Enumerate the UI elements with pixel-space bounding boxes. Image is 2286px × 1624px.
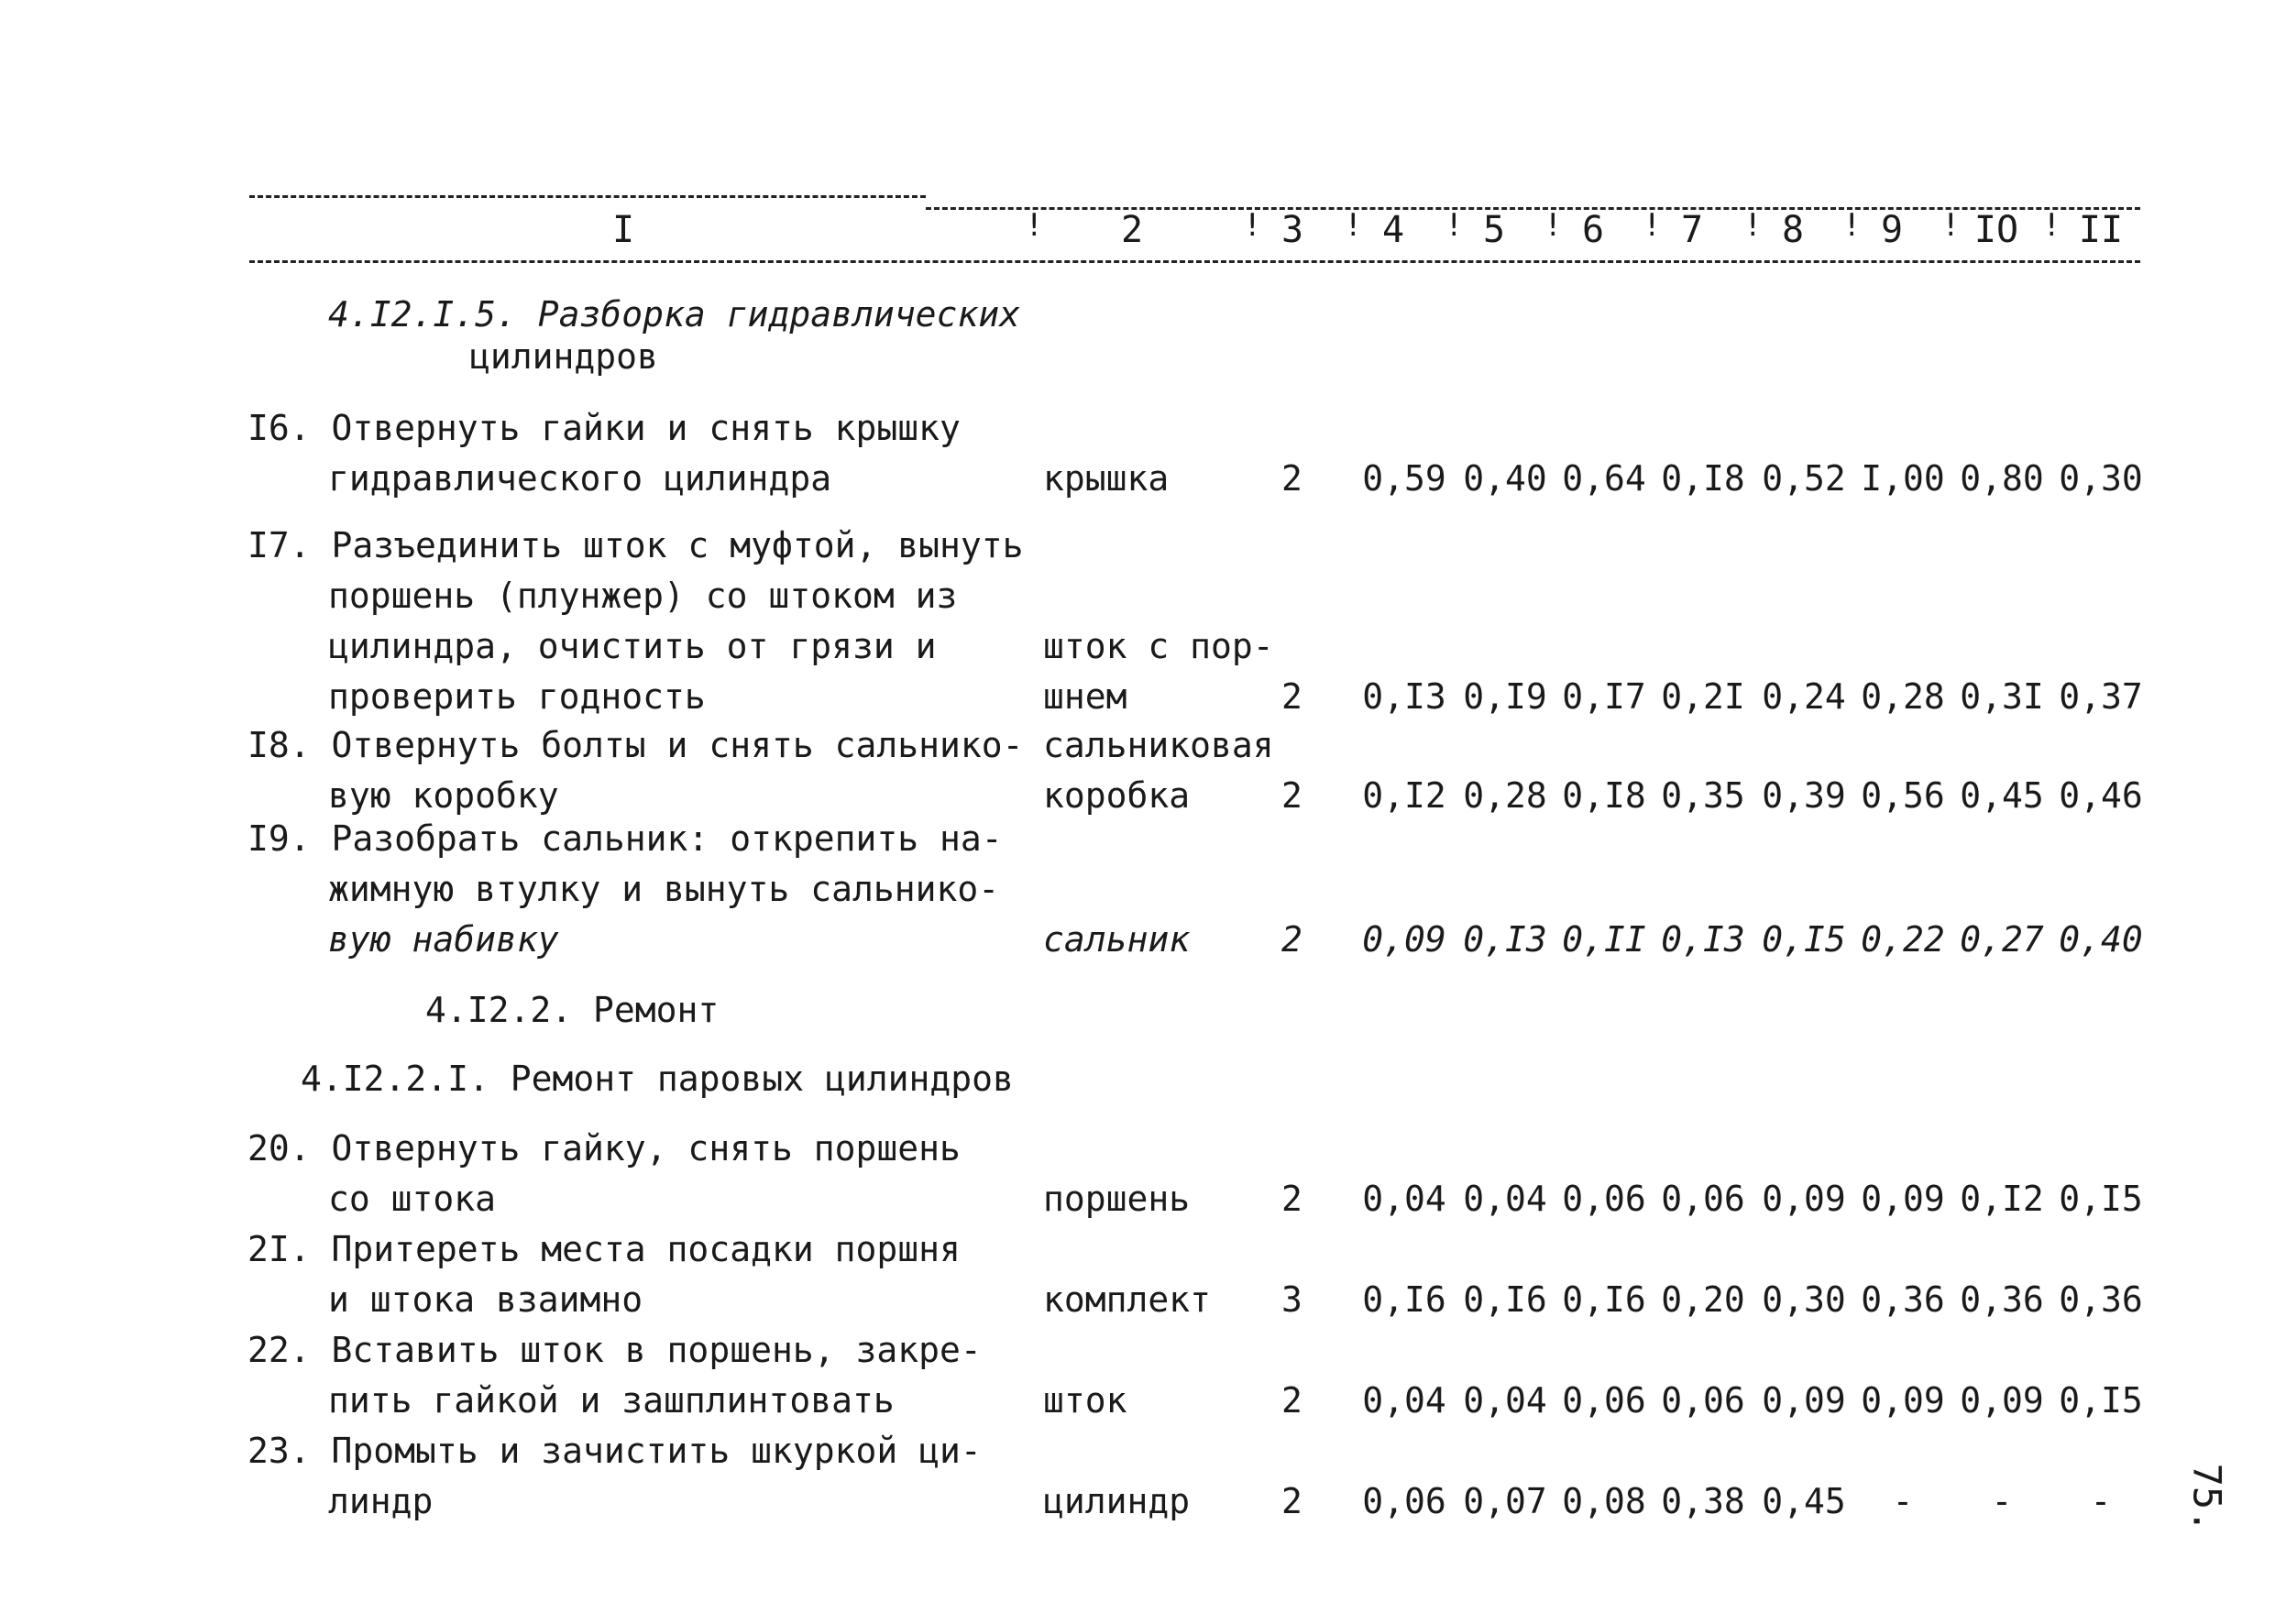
header-col-4: 4 [1381,209,1405,251]
norm-value-cell: 0,08 [1562,1481,1646,1521]
norm-value-cell: 0,04 [1463,1179,1547,1219]
norm-value-cell: 0,06 [1362,1481,1446,1521]
norm-value-cell: 0,37 [2059,676,2143,717]
operation-text-line: поршень (плунжер) со штоком из [328,576,958,616]
norm-value-cell: 0,30 [2059,458,2143,499]
norm-value-cell: 0,I5 [2059,1380,2143,1421]
norm-value-cell: 0,06 [1562,1380,1646,1421]
norm-value-cell: - [1892,1481,1914,1521]
operation-text-line: проверить годность [328,676,706,717]
norm-value-cell: 0,06 [1661,1179,1745,1219]
norm-value-cell: 0,09 [1362,919,1446,960]
norm-value-cell: 0,I3 [1661,919,1745,960]
header-col-10: IO [1973,209,2019,251]
norm-value-cell: 0,45 [1762,1481,1846,1521]
operation-text-line: 2I. Притереть места посадки поршня [247,1229,961,1269]
norm-value-cell: 0,20 [1661,1279,1745,1320]
norm-value-cell: 0,36 [2059,1279,2143,1320]
norm-value-cell: 0,07 [1463,1481,1547,1521]
col-separator: ! [1544,207,1563,244]
norm-value-cell: 0,II [1562,919,1646,960]
col-separator: ! [1344,207,1363,244]
norm-value-cell: 0,27 [1960,919,2044,960]
quantity-cell: 2 [1281,1481,1302,1521]
norm-value-cell: 0,I6 [1562,1279,1646,1320]
norm-value-cell: - [2090,1481,2112,1521]
header-col-6: 6 [1581,209,1605,251]
operation-text-line: I9. Разобрать сальник: открепить на- [247,818,1003,859]
operation-text-line: 20. Отвернуть гайку, снять поршень [247,1128,961,1169]
col-separator: ! [1025,207,1044,244]
operation-text-line: 23. Промыть и зачистить шкуркой ци- [247,1431,982,1471]
norm-value-cell: 0,28 [1463,775,1547,816]
operation-text-line: вую коробку [328,775,559,816]
norm-value-cell: 0,I6 [1463,1279,1547,1320]
norm-value-cell: 0,04 [1362,1179,1446,1219]
norm-value-cell: 0,06 [1562,1179,1646,1219]
operation-text-line: жимную втулку и вынуть сальнико- [328,869,1000,909]
quantity-cell: 3 [1281,1279,1302,1320]
quantity-cell: 2 [1281,1179,1302,1219]
operation-text-line: вую набивку [328,919,559,960]
norm-value-cell: 0,I6 [1362,1279,1446,1320]
norm-value-cell: 0,I5 [1762,919,1846,960]
norm-value-cell: 0,40 [2059,919,2143,960]
norm-value-cell: 0,80 [1960,458,2044,499]
norm-value-cell: 0,40 [1463,458,1547,499]
norm-value-cell: 0,22 [1861,919,1945,960]
operation-text-line: цилиндра, очистить от грязи и [328,626,937,666]
norm-value-cell: 0,I8 [1562,775,1646,816]
section-heading: 4.I2.2. Ремонт [425,990,720,1030]
norm-value-cell: 0,I9 [1463,676,1547,717]
quantity-cell: 2 [1281,1380,1302,1421]
col-separator: ! [1842,207,1862,244]
col-separator: ! [1445,207,1464,244]
norm-value-cell: 0,38 [1661,1481,1745,1521]
norm-value-cell: 0,I7 [1562,676,1646,717]
norm-value-cell: 0,09 [1762,1179,1846,1219]
col-separator: ! [2042,207,2061,244]
unit-label: поршень [1043,1179,1191,1219]
norm-value-cell: 0,I2 [1960,1179,2044,1219]
quantity-cell: 2 [1281,676,1302,717]
norm-value-cell: 0,2I [1661,676,1745,717]
header-bottom-rule [249,260,2140,263]
col-separator: ! [1243,207,1262,244]
norm-value-cell: 0,36 [1861,1279,1945,1320]
operation-text-line: I7. Разъединить шток с муфтой, вынуть [247,525,1024,565]
norm-value-cell: 0,52 [1762,458,1846,499]
header-col-11: II [2078,209,2124,251]
section-heading-cont: цилиндров [469,336,658,377]
norm-value-cell: 0,36 [1960,1279,2044,1320]
unit-label: шнем [1043,676,1127,717]
norm-value-cell: 0,64 [1562,458,1646,499]
quantity-cell: 2 [1281,775,1302,816]
norm-value-cell: 0,04 [1463,1380,1547,1421]
unit-label: цилиндр [1043,1481,1191,1521]
unit-label: комплект [1043,1279,1212,1320]
norm-value-cell: - [1991,1481,2013,1521]
section-heading: 4.I2.I.5. Разборка гидравлических [328,294,1020,335]
norm-value-cell: 0,45 [1960,775,2044,816]
norm-value-cell: 0,09 [1762,1380,1846,1421]
norm-value-cell: 0,06 [1661,1380,1745,1421]
unit-label: шток [1043,1380,1127,1421]
operation-text-line: пить гайкой и зашплинтовать [328,1380,895,1421]
operation-text-line: I8. Отвернуть болты и снять сальнико- [247,725,1024,765]
norm-value-cell: 0,I5 [2059,1179,2143,1219]
norm-value-cell: 0,3I [1960,676,2044,717]
operation-text-line: со штока [328,1179,497,1219]
norm-value-cell: 0,39 [1762,775,1846,816]
header-col-1: I [611,209,635,251]
operation-text-line: линдр [328,1481,434,1521]
col-separator: ! [1643,207,1662,244]
unit-label: крышка [1043,458,1170,499]
norm-value-cell: I,00 [1861,458,1945,499]
norm-value-cell: 0,I3 [1463,919,1547,960]
norm-value-cell: 0,56 [1861,775,1945,816]
unit-label: коробка [1043,775,1191,816]
quantity-cell: 2 [1281,919,1302,960]
norm-value-cell: 0,35 [1661,775,1745,816]
operation-text-line: гидравлического цилиндра [328,458,832,499]
header-col-8: 8 [1781,209,1805,251]
operation-text-line: и штока взаимно [328,1279,643,1320]
header-col-7: 7 [1680,209,1704,251]
unit-label: шток с пор- [1043,626,1274,666]
operation-text-line: 22. Вставить шток в поршень, закре- [247,1330,982,1370]
col-separator: ! [1941,207,1961,244]
norm-value-cell: 0,46 [2059,775,2143,816]
norm-value-cell: 0,I2 [1362,775,1446,816]
norm-value-cell: 0,24 [1762,676,1846,717]
header-col-3: 3 [1280,209,1304,251]
unit-label: сальниковая [1043,725,1274,765]
norm-value-cell: 0,30 [1762,1279,1846,1320]
col-separator: ! [1743,207,1763,244]
header-col-5: 5 [1482,209,1506,251]
header-col-9: 9 [1880,209,1904,251]
norm-value-cell: 0,04 [1362,1380,1446,1421]
unit-label: сальник [1043,919,1191,960]
norm-value-cell: 0,09 [1861,1380,1945,1421]
section-heading: 4.I2.2.I. Ремонт паровых цилиндров [301,1059,1014,1099]
operation-text-line: I6. Отвернуть гайки и снять крышку [247,408,961,448]
norm-value-cell: 0,09 [1960,1380,2044,1421]
norm-value-cell: 0,09 [1861,1179,1945,1219]
header-col-2: 2 [1120,209,1144,251]
norm-value-cell: 0,I3 [1362,676,1446,717]
norm-value-cell: 0,59 [1362,458,1446,499]
header-top-rule-left [249,195,926,198]
norm-value-cell: 0,I8 [1661,458,1745,499]
quantity-cell: 2 [1281,458,1302,499]
norm-value-cell: 0,28 [1861,676,1945,717]
page-number: 75. [2184,1463,2230,1533]
